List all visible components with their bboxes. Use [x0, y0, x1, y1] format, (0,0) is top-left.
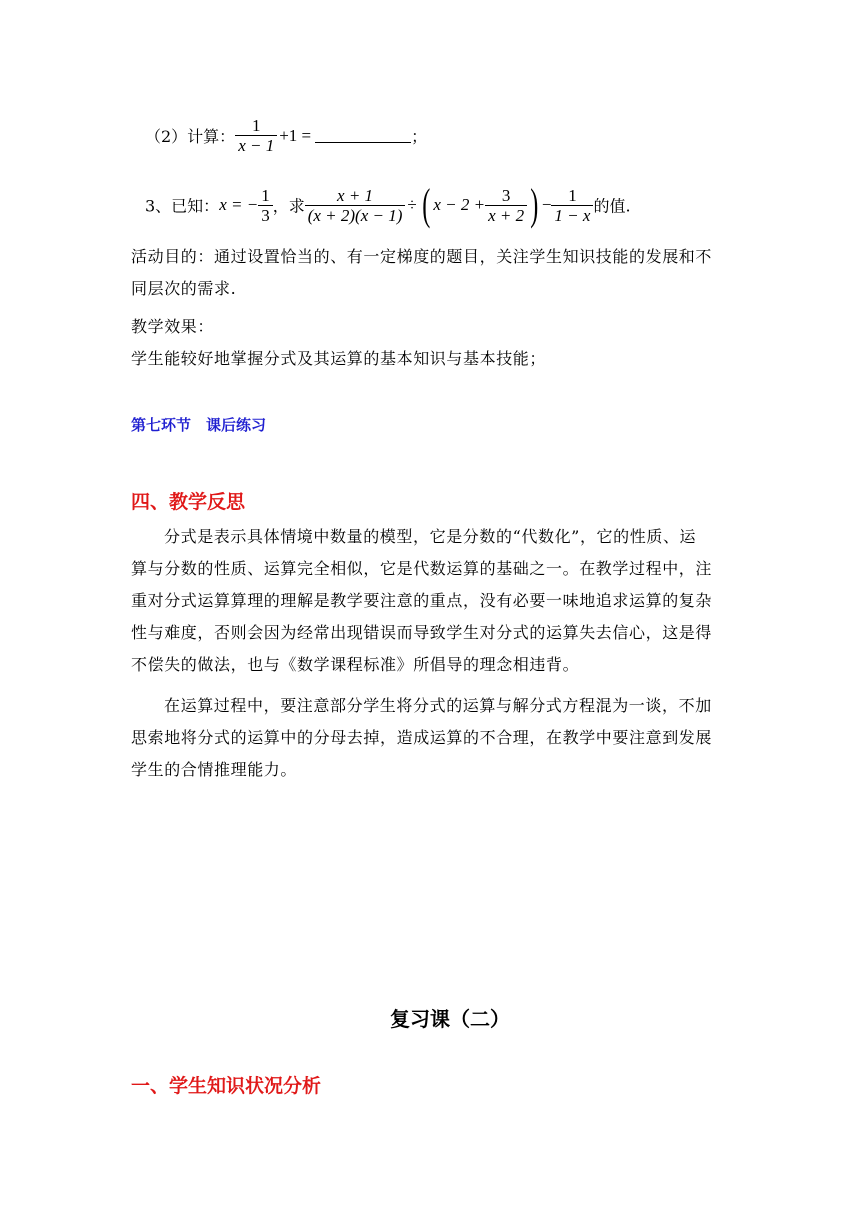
- reflection-p2-line-2: 思索地将分式的运算中的分母去掉，造成运算的不合理，在教学中要注意到发展: [131, 728, 713, 747]
- fraction-3: $\frac{1}{1 - x}$: [551, 186, 593, 225]
- reflection-p1-line-2: 算与分数的性质、运算完全相似，它是代数运算的基础之一。在教学过程中，注: [131, 559, 713, 578]
- fraction-1: $\frac{x + 1}{(x + 2)(x - 1)}$: [305, 186, 406, 225]
- answer-blank: [315, 128, 411, 143]
- reflection-heading: 四、教学反思: [131, 491, 246, 513]
- right-paren: ): [530, 180, 539, 229]
- fraction-2: $\frac{3}{x + 2}$: [485, 186, 527, 225]
- q3-label: 3、已知：: [145, 196, 220, 216]
- section-1-heading: 一、学生知识状况分析: [131, 1075, 322, 1097]
- q2-expression: +1 =: [279, 125, 312, 145]
- reflection-p2-line-1: 在运算过程中，要注意部分学生将分式的运算与解分式方程混为一谈，不加: [164, 696, 712, 715]
- activity-line-2: 同层次的需求.: [131, 279, 237, 298]
- activity-line-1: 活动目的：通过设置恰当的、有一定梯度的题目，关注学生知识技能的发展和不: [131, 247, 713, 266]
- question-3: 3、已知：x = − $\frac{1}{3}$ ，求 $\frac{x + 1}{(x + 2)(x - 1)}$ ÷ ( x − 2 + $\frac{3}{x + 2}$ ) − $\frac{1}{1 - x}$ 的值.: [145, 180, 631, 229]
- reflection-p2-line-3: 学生的合情推理能力。: [131, 760, 298, 779]
- q2-label: （2）计算：: [145, 127, 236, 146]
- effect-label: 教学效果：: [131, 317, 215, 336]
- effect-text: 学生能较好地掌握分式及其运算的基本知识与基本技能；: [131, 349, 547, 368]
- reflection-p1-line-5: 不偿失的做法，也与《数学课程标准》所倡导的理念相违背。: [131, 655, 580, 674]
- section-7-heading: 第七环节 课后练习: [131, 416, 267, 434]
- q2-fraction: $\frac{1}{x - 1}$: [235, 116, 277, 155]
- reflection-p1-line-4: 性与难度，否则会因为经常出现错误而导致学生对分式的运算失去信心，这是得: [131, 623, 713, 642]
- left-paren: (: [422, 180, 431, 229]
- x-value-fraction: $\frac{1}{3}$: [258, 186, 273, 225]
- question-2: （2）计算： $\frac{1}{x - 1}$ +1 = ；: [145, 116, 428, 155]
- lesson-title: 复习课（二）: [390, 1007, 510, 1031]
- reflection-p1-line-3: 重对分式运算算理的理解是教学要注意的重点，没有必要一味地追求运算的复杂: [131, 591, 713, 610]
- reflection-p1-line-1: 分式是表示具体情境中数量的模型，它是分数的“代数化”，它的性质、运: [164, 527, 697, 546]
